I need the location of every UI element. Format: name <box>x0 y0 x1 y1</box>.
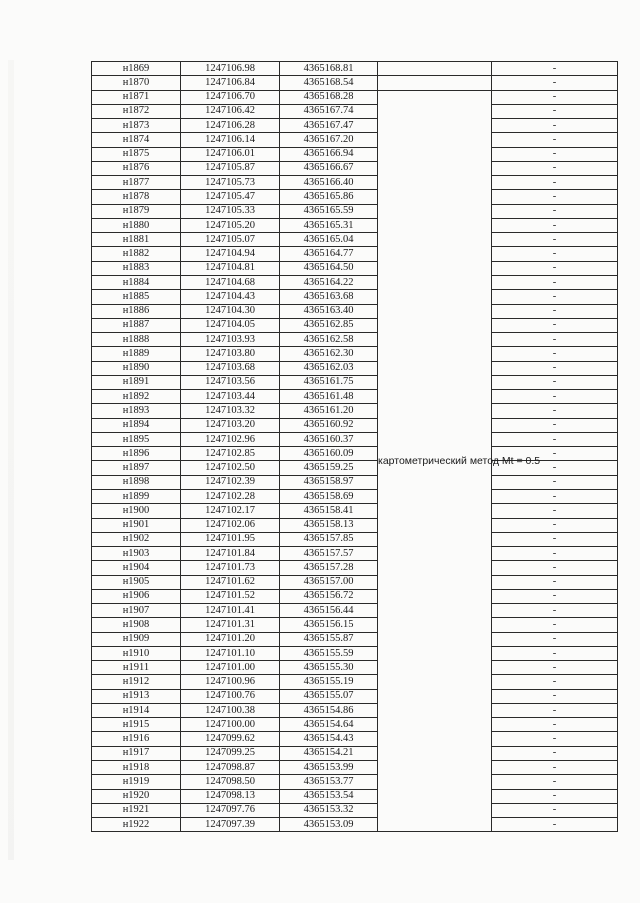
y-coordinate-cell: 4365153.32 <box>280 803 378 817</box>
point-id-cell: н1907 <box>92 604 181 618</box>
table-row <box>92 233 618 247</box>
table-row <box>92 76 618 90</box>
y-coordinate-cell: 4365163.68 <box>280 290 378 304</box>
coordinates-table-body <box>92 62 618 832</box>
method-cell: картометрический метод Mt = 0.5 <box>378 90 492 832</box>
x-coordinate-cell: 1247103.44 <box>181 390 280 404</box>
description-cell: - <box>492 147 618 161</box>
description-cell: - <box>492 618 618 632</box>
description-cell: - <box>492 390 618 404</box>
y-coordinate-cell: 4365155.07 <box>280 689 378 703</box>
y-coordinate-cell: 4365155.30 <box>280 661 378 675</box>
point-id-cell: н1908 <box>92 618 181 632</box>
point-id-cell: н1877 <box>92 176 181 190</box>
table-row <box>92 147 618 161</box>
y-coordinate-cell: 4365156.15 <box>280 618 378 632</box>
point-id-cell: н1904 <box>92 561 181 575</box>
table-row <box>92 532 618 546</box>
description-cell: - <box>492 761 618 775</box>
description-cell: - <box>492 333 618 347</box>
x-coordinate-cell: 1247105.07 <box>181 233 280 247</box>
table-row <box>92 675 618 689</box>
table-row <box>92 547 618 561</box>
x-coordinate-cell: 1247104.94 <box>181 247 280 261</box>
x-coordinate-cell: 1247101.00 <box>181 661 280 675</box>
table-row <box>92 589 618 603</box>
description-cell: - <box>492 675 618 689</box>
point-id-cell: н1879 <box>92 204 181 218</box>
point-id-cell: н1906 <box>92 589 181 603</box>
x-coordinate-cell: 1247100.00 <box>181 718 280 732</box>
y-coordinate-cell: 4365153.54 <box>280 789 378 803</box>
coordinates-table <box>91 61 618 832</box>
description-cell: - <box>492 504 618 518</box>
point-id-cell: н1869 <box>92 62 181 76</box>
point-id-cell: н1913 <box>92 689 181 703</box>
point-id-cell: н1917 <box>92 746 181 760</box>
description-cell: - <box>492 803 618 817</box>
table-row <box>92 190 618 204</box>
description-cell: - <box>492 547 618 561</box>
table-row <box>92 404 618 418</box>
y-coordinate-cell: 4365154.21 <box>280 746 378 760</box>
y-coordinate-cell: 4365167.74 <box>280 104 378 118</box>
description-cell: - <box>492 204 618 218</box>
table-row <box>92 803 618 817</box>
description-cell: - <box>492 119 618 133</box>
x-coordinate-cell: 1247105.87 <box>181 161 280 175</box>
table-row <box>92 390 618 404</box>
description-cell: - <box>492 632 618 646</box>
description-cell: - <box>492 661 618 675</box>
x-coordinate-cell: 1247105.20 <box>181 218 280 232</box>
description-cell: - <box>492 489 618 503</box>
x-coordinate-cell: 1247103.32 <box>181 404 280 418</box>
point-id-cell: н1895 <box>92 432 181 446</box>
description-cell: - <box>492 604 618 618</box>
point-id-cell: н1920 <box>92 789 181 803</box>
y-coordinate-cell: 4365153.77 <box>280 775 378 789</box>
x-coordinate-cell: 1247101.41 <box>181 604 280 618</box>
x-coordinate-cell: 1247098.87 <box>181 761 280 775</box>
description-cell: - <box>492 447 618 461</box>
point-id-cell: н1888 <box>92 333 181 347</box>
y-coordinate-cell: 4365162.85 <box>280 318 378 332</box>
point-id-cell: н1905 <box>92 575 181 589</box>
y-coordinate-cell: 4365157.85 <box>280 532 378 546</box>
table-row <box>92 318 618 332</box>
y-coordinate-cell: 4365160.09 <box>280 447 378 461</box>
x-coordinate-cell: 1247101.52 <box>181 589 280 603</box>
y-coordinate-cell: 4365161.75 <box>280 375 378 389</box>
point-id-cell: н1894 <box>92 418 181 432</box>
point-id-cell: н1903 <box>92 547 181 561</box>
y-coordinate-cell: 4365155.59 <box>280 646 378 660</box>
point-id-cell: н1910 <box>92 646 181 660</box>
y-coordinate-cell: 4365167.20 <box>280 133 378 147</box>
table-row <box>92 761 618 775</box>
x-coordinate-cell: 1247105.47 <box>181 190 280 204</box>
description-cell: - <box>492 789 618 803</box>
description-cell: - <box>492 732 618 746</box>
y-coordinate-cell: 4365157.28 <box>280 561 378 575</box>
table-row <box>92 275 618 289</box>
point-id-cell: н1890 <box>92 361 181 375</box>
x-coordinate-cell: 1247103.56 <box>181 375 280 389</box>
point-id-cell: н1883 <box>92 261 181 275</box>
point-id-cell: н1893 <box>92 404 181 418</box>
table-row <box>92 304 618 318</box>
table-row <box>92 432 618 446</box>
table-row <box>92 604 618 618</box>
x-coordinate-cell: 1247100.38 <box>181 703 280 717</box>
table-row <box>92 418 618 432</box>
y-coordinate-cell: 4365168.54 <box>280 76 378 90</box>
point-id-cell: н1873 <box>92 119 181 133</box>
x-coordinate-cell: 1247103.68 <box>181 361 280 375</box>
point-id-cell: н1870 <box>92 76 181 90</box>
table-row <box>92 333 618 347</box>
description-cell: - <box>492 703 618 717</box>
x-coordinate-cell: 1247100.96 <box>181 675 280 689</box>
table-row <box>92 218 618 232</box>
point-id-cell: н1900 <box>92 504 181 518</box>
y-coordinate-cell: 4365158.69 <box>280 489 378 503</box>
table-row <box>92 475 618 489</box>
y-coordinate-cell: 4365162.58 <box>280 333 378 347</box>
x-coordinate-cell: 1247097.39 <box>181 818 280 832</box>
description-cell: - <box>492 290 618 304</box>
table-row <box>92 575 618 589</box>
table-row <box>92 689 618 703</box>
y-coordinate-cell: 4365164.50 <box>280 261 378 275</box>
y-coordinate-cell: 4365165.31 <box>280 218 378 232</box>
point-id-cell: н1886 <box>92 304 181 318</box>
x-coordinate-cell: 1247102.50 <box>181 461 280 475</box>
description-cell: - <box>492 318 618 332</box>
y-coordinate-cell: 4365155.87 <box>280 632 378 646</box>
x-coordinate-cell: 1247106.70 <box>181 90 280 104</box>
y-coordinate-cell: 4365166.67 <box>280 161 378 175</box>
x-coordinate-cell: 1247099.62 <box>181 732 280 746</box>
point-id-cell: н1881 <box>92 233 181 247</box>
description-cell: - <box>492 532 618 546</box>
y-coordinate-cell: 4365166.94 <box>280 147 378 161</box>
x-coordinate-cell: 1247103.20 <box>181 418 280 432</box>
point-id-cell: н1896 <box>92 447 181 461</box>
description-cell: - <box>492 218 618 232</box>
y-coordinate-cell: 4365162.03 <box>280 361 378 375</box>
y-coordinate-cell: 4365154.43 <box>280 732 378 746</box>
point-id-cell: н1911 <box>92 661 181 675</box>
table-row <box>92 718 618 732</box>
description-cell: - <box>492 418 618 432</box>
y-coordinate-cell: 4365167.47 <box>280 119 378 133</box>
description-cell: - <box>492 518 618 532</box>
y-coordinate-cell: 4365160.37 <box>280 432 378 446</box>
x-coordinate-cell: 1247104.81 <box>181 261 280 275</box>
x-coordinate-cell: 1247098.13 <box>181 789 280 803</box>
table-row <box>92 746 618 760</box>
point-id-cell: н1884 <box>92 275 181 289</box>
y-coordinate-cell: 4365165.86 <box>280 190 378 204</box>
table-row <box>92 732 618 746</box>
description-cell: - <box>492 261 618 275</box>
point-id-cell: н1915 <box>92 718 181 732</box>
table-row <box>92 90 618 104</box>
description-cell: - <box>492 561 618 575</box>
description-cell: - <box>492 161 618 175</box>
table-row <box>92 347 618 361</box>
y-coordinate-cell: 4365159.25 <box>280 461 378 475</box>
point-id-cell: н1878 <box>92 190 181 204</box>
x-coordinate-cell: 1247101.10 <box>181 646 280 660</box>
description-cell: - <box>492 646 618 660</box>
point-id-cell: н1885 <box>92 290 181 304</box>
table-row <box>92 703 618 717</box>
y-coordinate-cell: 4365158.97 <box>280 475 378 489</box>
point-id-cell: н1872 <box>92 104 181 118</box>
point-id-cell: н1874 <box>92 133 181 147</box>
x-coordinate-cell: 1247104.68 <box>181 275 280 289</box>
x-coordinate-cell: 1247099.25 <box>181 746 280 760</box>
point-id-cell: н1909 <box>92 632 181 646</box>
table-row <box>92 489 618 503</box>
description-cell: - <box>492 432 618 446</box>
x-coordinate-cell: 1247101.20 <box>181 632 280 646</box>
point-id-cell: н1922 <box>92 818 181 832</box>
table-row <box>92 119 618 133</box>
point-id-cell: н1919 <box>92 775 181 789</box>
y-coordinate-cell: 4365160.92 <box>280 418 378 432</box>
description-cell: - <box>492 133 618 147</box>
x-coordinate-cell: 1247102.96 <box>181 432 280 446</box>
point-id-cell: н1892 <box>92 390 181 404</box>
point-id-cell: н1898 <box>92 475 181 489</box>
description-cell: - <box>492 375 618 389</box>
description-cell: - <box>492 361 618 375</box>
y-coordinate-cell: 4365154.86 <box>280 703 378 717</box>
table-row <box>92 133 618 147</box>
description-cell: - <box>492 475 618 489</box>
description-cell: - <box>492 90 618 104</box>
x-coordinate-cell: 1247102.17 <box>181 504 280 518</box>
x-coordinate-cell: 1247105.73 <box>181 176 280 190</box>
description-cell: - <box>492 461 618 475</box>
y-coordinate-cell: 4365168.81 <box>280 62 378 76</box>
table-row <box>92 375 618 389</box>
description-cell: - <box>492 347 618 361</box>
y-coordinate-cell: 4365153.09 <box>280 818 378 832</box>
y-coordinate-cell: 4365154.64 <box>280 718 378 732</box>
y-coordinate-cell: 4365168.28 <box>280 90 378 104</box>
x-coordinate-cell: 1247103.93 <box>181 333 280 347</box>
y-coordinate-cell: 4365153.99 <box>280 761 378 775</box>
table-row <box>92 161 618 175</box>
x-coordinate-cell: 1247106.98 <box>181 62 280 76</box>
y-coordinate-cell: 4365157.00 <box>280 575 378 589</box>
table-row <box>92 361 618 375</box>
table-row <box>92 789 618 803</box>
point-id-cell: н1887 <box>92 318 181 332</box>
x-coordinate-cell: 1247101.95 <box>181 532 280 546</box>
description-cell: - <box>492 746 618 760</box>
x-coordinate-cell: 1247104.30 <box>181 304 280 318</box>
point-id-cell: н1897 <box>92 461 181 475</box>
point-id-cell: н1921 <box>92 803 181 817</box>
table-row <box>92 661 618 675</box>
description-cell: - <box>492 304 618 318</box>
point-id-cell: н1891 <box>92 375 181 389</box>
table-row <box>92 176 618 190</box>
y-coordinate-cell: 4365163.40 <box>280 304 378 318</box>
point-id-cell: н1875 <box>92 147 181 161</box>
y-coordinate-cell: 4365166.40 <box>280 176 378 190</box>
x-coordinate-cell: 1247098.50 <box>181 775 280 789</box>
method-cell-empty <box>378 76 492 90</box>
description-cell: - <box>492 104 618 118</box>
table-row <box>92 204 618 218</box>
description-cell: - <box>492 689 618 703</box>
table-row <box>92 261 618 275</box>
y-coordinate-cell: 4365158.41 <box>280 504 378 518</box>
table-row <box>92 632 618 646</box>
x-coordinate-cell: 1247102.06 <box>181 518 280 532</box>
point-id-cell: н1916 <box>92 732 181 746</box>
x-coordinate-cell: 1247106.01 <box>181 147 280 161</box>
y-coordinate-cell: 4365156.72 <box>280 589 378 603</box>
y-coordinate-cell: 4365165.59 <box>280 204 378 218</box>
point-id-cell: н1876 <box>92 161 181 175</box>
y-coordinate-cell: 4365165.04 <box>280 233 378 247</box>
point-id-cell: н1902 <box>92 532 181 546</box>
description-cell: - <box>492 62 618 76</box>
description-cell: - <box>492 190 618 204</box>
table-row <box>92 818 618 832</box>
point-id-cell: н1889 <box>92 347 181 361</box>
point-id-cell: н1918 <box>92 761 181 775</box>
x-coordinate-cell: 1247101.73 <box>181 561 280 575</box>
point-id-cell: н1914 <box>92 703 181 717</box>
table-row <box>92 290 618 304</box>
y-coordinate-cell: 4365155.19 <box>280 675 378 689</box>
y-coordinate-cell: 4365158.13 <box>280 518 378 532</box>
x-coordinate-cell: 1247102.85 <box>181 447 280 461</box>
point-id-cell: н1871 <box>92 90 181 104</box>
x-coordinate-cell: 1247100.76 <box>181 689 280 703</box>
description-cell: - <box>492 589 618 603</box>
point-id-cell: н1882 <box>92 247 181 261</box>
x-coordinate-cell: 1247101.62 <box>181 575 280 589</box>
x-coordinate-cell: 1247101.84 <box>181 547 280 561</box>
table-row <box>92 561 618 575</box>
y-coordinate-cell: 4365156.44 <box>280 604 378 618</box>
table-row <box>92 775 618 789</box>
description-cell: - <box>492 775 618 789</box>
description-cell: - <box>492 247 618 261</box>
table-row <box>92 247 618 261</box>
x-coordinate-cell: 1247106.14 <box>181 133 280 147</box>
y-coordinate-cell: 4365164.22 <box>280 275 378 289</box>
x-coordinate-cell: 1247104.05 <box>181 318 280 332</box>
x-coordinate-cell: 1247106.42 <box>181 104 280 118</box>
description-cell: - <box>492 76 618 90</box>
point-id-cell: н1912 <box>92 675 181 689</box>
x-coordinate-cell: 1247104.43 <box>181 290 280 304</box>
y-coordinate-cell: 4365157.57 <box>280 547 378 561</box>
table-row <box>92 618 618 632</box>
table-row <box>92 646 618 660</box>
y-coordinate-cell: 4365164.77 <box>280 247 378 261</box>
x-coordinate-cell: 1247103.80 <box>181 347 280 361</box>
x-coordinate-cell: 1247105.33 <box>181 204 280 218</box>
description-cell: - <box>492 404 618 418</box>
y-coordinate-cell: 4365162.30 <box>280 347 378 361</box>
point-id-cell: н1901 <box>92 518 181 532</box>
x-coordinate-cell: 1247106.28 <box>181 119 280 133</box>
x-coordinate-cell: 1247101.31 <box>181 618 280 632</box>
y-coordinate-cell: 4365161.48 <box>280 390 378 404</box>
description-cell: - <box>492 233 618 247</box>
x-coordinate-cell: 1247102.39 <box>181 475 280 489</box>
point-id-cell: н1880 <box>92 218 181 232</box>
table-row <box>92 518 618 532</box>
y-coordinate-cell: 4365161.20 <box>280 404 378 418</box>
x-coordinate-cell: 1247097.76 <box>181 803 280 817</box>
table-row <box>92 104 618 118</box>
x-coordinate-cell: 1247106.84 <box>181 76 280 90</box>
x-coordinate-cell: 1247102.28 <box>181 489 280 503</box>
table-row <box>92 62 618 76</box>
description-cell: - <box>492 718 618 732</box>
description-cell: - <box>492 818 618 832</box>
description-cell: - <box>492 575 618 589</box>
table-row <box>92 504 618 518</box>
description-cell: - <box>492 275 618 289</box>
method-cell-empty <box>378 62 492 76</box>
point-id-cell: н1899 <box>92 489 181 503</box>
scan-edge-mark <box>8 60 14 860</box>
description-cell: - <box>492 176 618 190</box>
